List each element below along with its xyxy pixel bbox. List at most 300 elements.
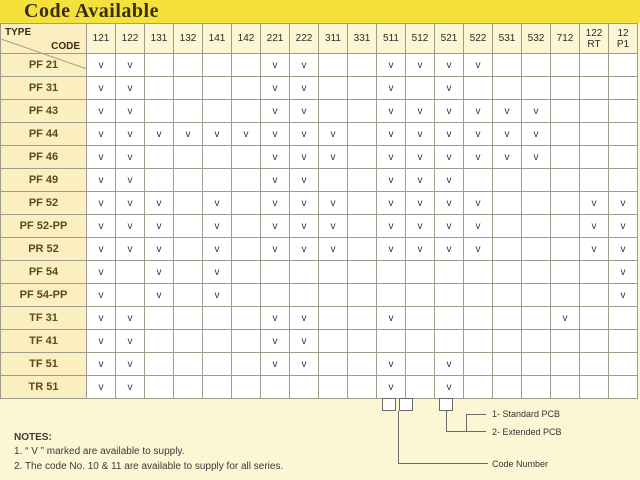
availability-mark: v	[145, 123, 174, 146]
availability-cell	[493, 169, 522, 192]
availability-cell	[464, 261, 493, 284]
availability-mark: v	[609, 261, 638, 284]
table-row	[1, 54, 638, 77]
availability-cell	[145, 146, 174, 169]
availability-mark: v	[203, 261, 232, 284]
availability-cell	[174, 238, 203, 261]
row-type-label: PF 31	[1, 77, 87, 100]
availability-mark: v	[435, 215, 464, 238]
availability-mark: v	[377, 77, 406, 100]
code-header-521: 521	[435, 24, 464, 54]
availability-cell	[145, 169, 174, 192]
availability-mark: v	[290, 353, 319, 376]
availability-cell	[522, 215, 551, 238]
legend-code-number-hline	[398, 463, 488, 464]
availability-cell	[145, 100, 174, 123]
availability-mark: v	[116, 54, 145, 77]
availability-cell	[174, 169, 203, 192]
availability-mark: v	[116, 330, 145, 353]
availability-cell	[145, 77, 174, 100]
availability-cell	[377, 284, 406, 307]
code-header-142: 142	[232, 24, 261, 54]
availability-cell	[232, 192, 261, 215]
availability-mark: v	[290, 77, 319, 100]
availability-cell	[348, 238, 377, 261]
availability-cell	[522, 307, 551, 330]
availability-cell	[406, 330, 435, 353]
availability-cell	[348, 330, 377, 353]
availability-mark: v	[435, 169, 464, 192]
availability-cell	[580, 100, 609, 123]
code-header-222: 222	[290, 24, 319, 54]
availability-cell	[319, 376, 348, 399]
availability-cell	[493, 307, 522, 330]
availability-mark: v	[290, 146, 319, 169]
availability-mark: v	[406, 54, 435, 77]
availability-cell	[348, 307, 377, 330]
availability-mark: v	[290, 307, 319, 330]
availability-cell	[261, 261, 290, 284]
availability-cell	[232, 238, 261, 261]
availability-cell	[406, 284, 435, 307]
availability-cell	[551, 100, 580, 123]
availability-mark: v	[203, 123, 232, 146]
availability-mark: v	[290, 169, 319, 192]
availability-mark: v	[435, 100, 464, 123]
availability-cell	[551, 261, 580, 284]
availability-mark: v	[116, 238, 145, 261]
row-type-label: PF 52-PP	[1, 215, 87, 238]
row-type-label: PF 46	[1, 146, 87, 169]
availability-mark: v	[464, 215, 493, 238]
availability-cell	[551, 169, 580, 192]
availability-mark: v	[290, 192, 319, 215]
availability-mark: v	[406, 192, 435, 215]
availability-mark: v	[377, 215, 406, 238]
code-header-331: 331	[348, 24, 377, 54]
availability-cell	[232, 261, 261, 284]
availability-cell	[580, 284, 609, 307]
row-type-label: PR 52	[1, 238, 87, 261]
availability-cell	[493, 330, 522, 353]
availability-cell	[174, 192, 203, 215]
legend-pcb-box	[439, 398, 453, 411]
row-type-label: TF 41	[1, 330, 87, 353]
availability-mark: v	[116, 376, 145, 399]
availability-mark: v	[406, 123, 435, 146]
availability-cell	[609, 54, 638, 77]
availability-cell	[145, 307, 174, 330]
availability-cell	[203, 146, 232, 169]
availability-mark: v	[261, 330, 290, 353]
availability-cell	[348, 77, 377, 100]
availability-cell	[261, 376, 290, 399]
availability-mark: v	[435, 146, 464, 169]
availability-mark: v	[261, 146, 290, 169]
availability-mark: v	[261, 353, 290, 376]
availability-cell	[174, 54, 203, 77]
availability-mark: v	[522, 100, 551, 123]
availability-mark: v	[580, 215, 609, 238]
code-header-121: 121	[87, 24, 116, 54]
availability-mark: v	[406, 215, 435, 238]
availability-cell	[145, 353, 174, 376]
table-row	[1, 215, 638, 238]
availability-cell	[174, 215, 203, 238]
availability-mark: v	[377, 192, 406, 215]
availability-mark: v	[87, 123, 116, 146]
availability-cell	[493, 77, 522, 100]
availability-mark: v	[290, 100, 319, 123]
availability-cell	[174, 330, 203, 353]
code-header-712: 712	[551, 24, 580, 54]
availability-cell	[145, 376, 174, 399]
availability-cell	[319, 353, 348, 376]
availability-cell	[145, 54, 174, 77]
availability-mark: v	[87, 261, 116, 284]
availability-cell	[174, 100, 203, 123]
row-type-label: PF 44	[1, 123, 87, 146]
availability-mark: v	[580, 192, 609, 215]
availability-mark: v	[145, 261, 174, 284]
availability-mark: v	[87, 192, 116, 215]
availability-cell	[203, 100, 232, 123]
availability-cell	[174, 261, 203, 284]
availability-mark: v	[87, 54, 116, 77]
row-type-label: TF 31	[1, 307, 87, 330]
availability-mark: v	[435, 123, 464, 146]
availability-cell	[174, 376, 203, 399]
availability-mark: v	[377, 100, 406, 123]
availability-mark: v	[464, 238, 493, 261]
table-row	[1, 146, 638, 169]
availability-cell	[522, 192, 551, 215]
availability-mark: v	[87, 238, 116, 261]
row-type-label: TF 51	[1, 353, 87, 376]
availability-cell	[522, 261, 551, 284]
availability-cell	[551, 330, 580, 353]
availability-cell	[493, 238, 522, 261]
availability-mark: v	[261, 54, 290, 77]
availability-mark: v	[406, 146, 435, 169]
code-legend-diagram	[370, 390, 640, 480]
availability-mark: v	[232, 123, 261, 146]
row-type-label: PF 49	[1, 169, 87, 192]
availability-cell	[435, 307, 464, 330]
availability-mark: v	[87, 146, 116, 169]
code-header-131: 131	[145, 24, 174, 54]
page-title: Code Available	[24, 0, 159, 22]
availability-mark: v	[377, 353, 406, 376]
availability-mark: v	[319, 192, 348, 215]
availability-mark: v	[116, 123, 145, 146]
availability-mark: v	[87, 215, 116, 238]
code-header-132: 132	[174, 24, 203, 54]
availability-cell	[435, 261, 464, 284]
availability-mark: v	[261, 100, 290, 123]
availability-mark: v	[174, 123, 203, 146]
availability-mark: v	[435, 192, 464, 215]
availability-mark: v	[116, 77, 145, 100]
code-header-141: 141	[203, 24, 232, 54]
availability-cell	[348, 169, 377, 192]
availability-cell	[203, 353, 232, 376]
availability-cell	[406, 261, 435, 284]
availability-mark: v	[319, 238, 348, 261]
availability-cell	[203, 376, 232, 399]
availability-mark: v	[145, 192, 174, 215]
code-availability-table	[0, 23, 638, 399]
availability-cell	[551, 353, 580, 376]
availability-cell	[551, 54, 580, 77]
availability-mark: v	[319, 146, 348, 169]
availability-mark: v	[319, 215, 348, 238]
row-type-label: PF 21	[1, 54, 87, 77]
availability-cell	[551, 238, 580, 261]
table-row	[1, 192, 638, 215]
table-row	[1, 330, 638, 353]
availability-cell	[493, 284, 522, 307]
availability-cell	[493, 353, 522, 376]
availability-cell	[232, 284, 261, 307]
availability-cell	[551, 215, 580, 238]
row-type-label: TR 51	[1, 376, 87, 399]
availability-mark: v	[261, 192, 290, 215]
legend-pcb-branch-top	[466, 414, 486, 415]
code-header-522: 522	[464, 24, 493, 54]
availability-mark: v	[377, 307, 406, 330]
availability-mark: v	[87, 284, 116, 307]
availability-cell	[522, 169, 551, 192]
availability-mark: v	[261, 215, 290, 238]
code-header-221: 221	[261, 24, 290, 54]
availability-cell	[348, 100, 377, 123]
availability-mark: v	[203, 215, 232, 238]
code-header-511: 511	[377, 24, 406, 54]
availability-cell	[464, 307, 493, 330]
legend-code-number: Code Number	[492, 459, 549, 469]
availability-cell	[261, 284, 290, 307]
legend-code-number-line	[398, 411, 399, 463]
availability-mark: v	[551, 307, 580, 330]
availability-cell	[232, 215, 261, 238]
availability-mark: v	[290, 330, 319, 353]
availability-cell	[580, 330, 609, 353]
availability-mark: v	[464, 192, 493, 215]
availability-cell	[377, 261, 406, 284]
availability-cell	[319, 261, 348, 284]
availability-mark: v	[87, 77, 116, 100]
availability-mark: v	[261, 169, 290, 192]
availability-mark: v	[261, 123, 290, 146]
row-type-label: PF 52	[1, 192, 87, 215]
availability-mark: v	[87, 100, 116, 123]
availability-mark: v	[580, 238, 609, 261]
availability-mark: v	[493, 123, 522, 146]
availability-cell	[522, 54, 551, 77]
availability-mark: v	[116, 169, 145, 192]
availability-mark: v	[87, 307, 116, 330]
table-row	[1, 123, 638, 146]
availability-cell	[406, 353, 435, 376]
availability-cell	[609, 169, 638, 192]
availability-cell	[609, 77, 638, 100]
row-type-label: PF 54	[1, 261, 87, 284]
availability-mark: v	[464, 146, 493, 169]
availability-cell	[609, 146, 638, 169]
legend-pcb-branch	[466, 414, 467, 432]
availability-mark: v	[116, 353, 145, 376]
availability-cell	[580, 54, 609, 77]
table-row	[1, 238, 638, 261]
table-row	[1, 353, 638, 376]
availability-mark: v	[435, 54, 464, 77]
code-header-122: 122	[116, 24, 145, 54]
availability-mark: v	[464, 100, 493, 123]
availability-mark: v	[261, 238, 290, 261]
availability-mark: v	[87, 330, 116, 353]
availability-mark: v	[203, 192, 232, 215]
availability-cell	[348, 261, 377, 284]
availability-mark: v	[522, 146, 551, 169]
table-corner-header	[1, 24, 87, 54]
table-row	[1, 77, 638, 100]
legend-extended-pcb: 2- Extended PCB	[492, 427, 562, 437]
availability-cell	[174, 77, 203, 100]
note-line-2: 2. The code No. 10 & 11 are available to supply for all series.	[14, 461, 284, 472]
availability-mark: v	[609, 238, 638, 261]
row-type-label: PF 54-PP	[1, 284, 87, 307]
availability-mark: v	[116, 307, 145, 330]
note-line-1: 1. “ V ” marked are available to supply.	[14, 446, 185, 457]
availability-cell	[464, 77, 493, 100]
availability-cell	[464, 330, 493, 353]
availability-mark: v	[377, 123, 406, 146]
availability-cell	[232, 77, 261, 100]
availability-cell	[203, 77, 232, 100]
availability-cell	[319, 77, 348, 100]
code-header-512: 512	[406, 24, 435, 54]
row-type-label: PF 43	[1, 100, 87, 123]
availability-cell	[232, 146, 261, 169]
availability-mark: v	[435, 77, 464, 100]
availability-mark: v	[377, 238, 406, 261]
availability-mark: v	[116, 192, 145, 215]
availability-mark: v	[435, 353, 464, 376]
availability-mark: v	[406, 100, 435, 123]
availability-cell	[609, 100, 638, 123]
availability-cell	[319, 169, 348, 192]
notes-title: NOTES:	[14, 432, 52, 443]
availability-cell	[319, 307, 348, 330]
availability-mark: v	[319, 123, 348, 146]
availability-cell	[319, 330, 348, 353]
availability-cell	[464, 169, 493, 192]
availability-mark: v	[377, 169, 406, 192]
type-row-label: TYPE	[5, 26, 32, 38]
availability-mark: v	[203, 238, 232, 261]
code-header-311: 311	[319, 24, 348, 54]
table-row	[1, 169, 638, 192]
availability-mark: v	[290, 54, 319, 77]
availability-mark: v	[406, 169, 435, 192]
availability-cell	[348, 284, 377, 307]
availability-cell	[348, 353, 377, 376]
code-column-label: CODE	[51, 40, 80, 52]
availability-mark: v	[290, 123, 319, 146]
availability-mark: v	[145, 215, 174, 238]
availability-cell	[522, 238, 551, 261]
availability-mark: v	[464, 54, 493, 77]
availability-cell	[232, 376, 261, 399]
availability-cell	[580, 169, 609, 192]
availability-cell	[580, 123, 609, 146]
availability-mark: v	[493, 146, 522, 169]
availability-mark: v	[145, 284, 174, 307]
availability-cell	[609, 307, 638, 330]
availability-cell	[435, 284, 464, 307]
availability-cell	[232, 100, 261, 123]
availability-mark: v	[377, 146, 406, 169]
availability-mark: v	[290, 215, 319, 238]
availability-mark: v	[261, 307, 290, 330]
availability-mark: v	[261, 77, 290, 100]
availability-cell	[522, 330, 551, 353]
availability-cell	[232, 307, 261, 330]
availability-cell	[580, 146, 609, 169]
availability-cell	[493, 54, 522, 77]
availability-mark: v	[87, 169, 116, 192]
availability-cell	[203, 330, 232, 353]
availability-cell	[551, 146, 580, 169]
availability-cell	[319, 284, 348, 307]
availability-cell	[348, 54, 377, 77]
availability-cell	[232, 330, 261, 353]
availability-cell	[580, 77, 609, 100]
code-header-122-rt: 122 RT	[580, 24, 609, 54]
availability-cell	[580, 261, 609, 284]
availability-cell	[232, 353, 261, 376]
availability-mark: v	[203, 284, 232, 307]
availability-mark: v	[493, 100, 522, 123]
code-header-531: 531	[493, 24, 522, 54]
legend-code-box-2	[399, 398, 413, 411]
availability-cell	[522, 77, 551, 100]
availability-cell	[290, 284, 319, 307]
legend-pcb-line	[446, 411, 447, 431]
availability-cell	[435, 330, 464, 353]
availability-cell	[116, 284, 145, 307]
availability-cell	[174, 146, 203, 169]
availability-cell	[348, 192, 377, 215]
availability-cell	[493, 261, 522, 284]
availability-mark: v	[116, 146, 145, 169]
availability-cell	[551, 284, 580, 307]
availability-cell	[464, 284, 493, 307]
availability-cell	[174, 353, 203, 376]
availability-cell	[203, 54, 232, 77]
table-row	[1, 284, 638, 307]
availability-cell	[406, 307, 435, 330]
availability-cell	[551, 77, 580, 100]
availability-cell	[116, 261, 145, 284]
availability-cell	[348, 123, 377, 146]
availability-cell	[609, 353, 638, 376]
availability-cell	[174, 307, 203, 330]
availability-cell	[406, 77, 435, 100]
availability-cell	[551, 123, 580, 146]
availability-cell	[145, 330, 174, 353]
